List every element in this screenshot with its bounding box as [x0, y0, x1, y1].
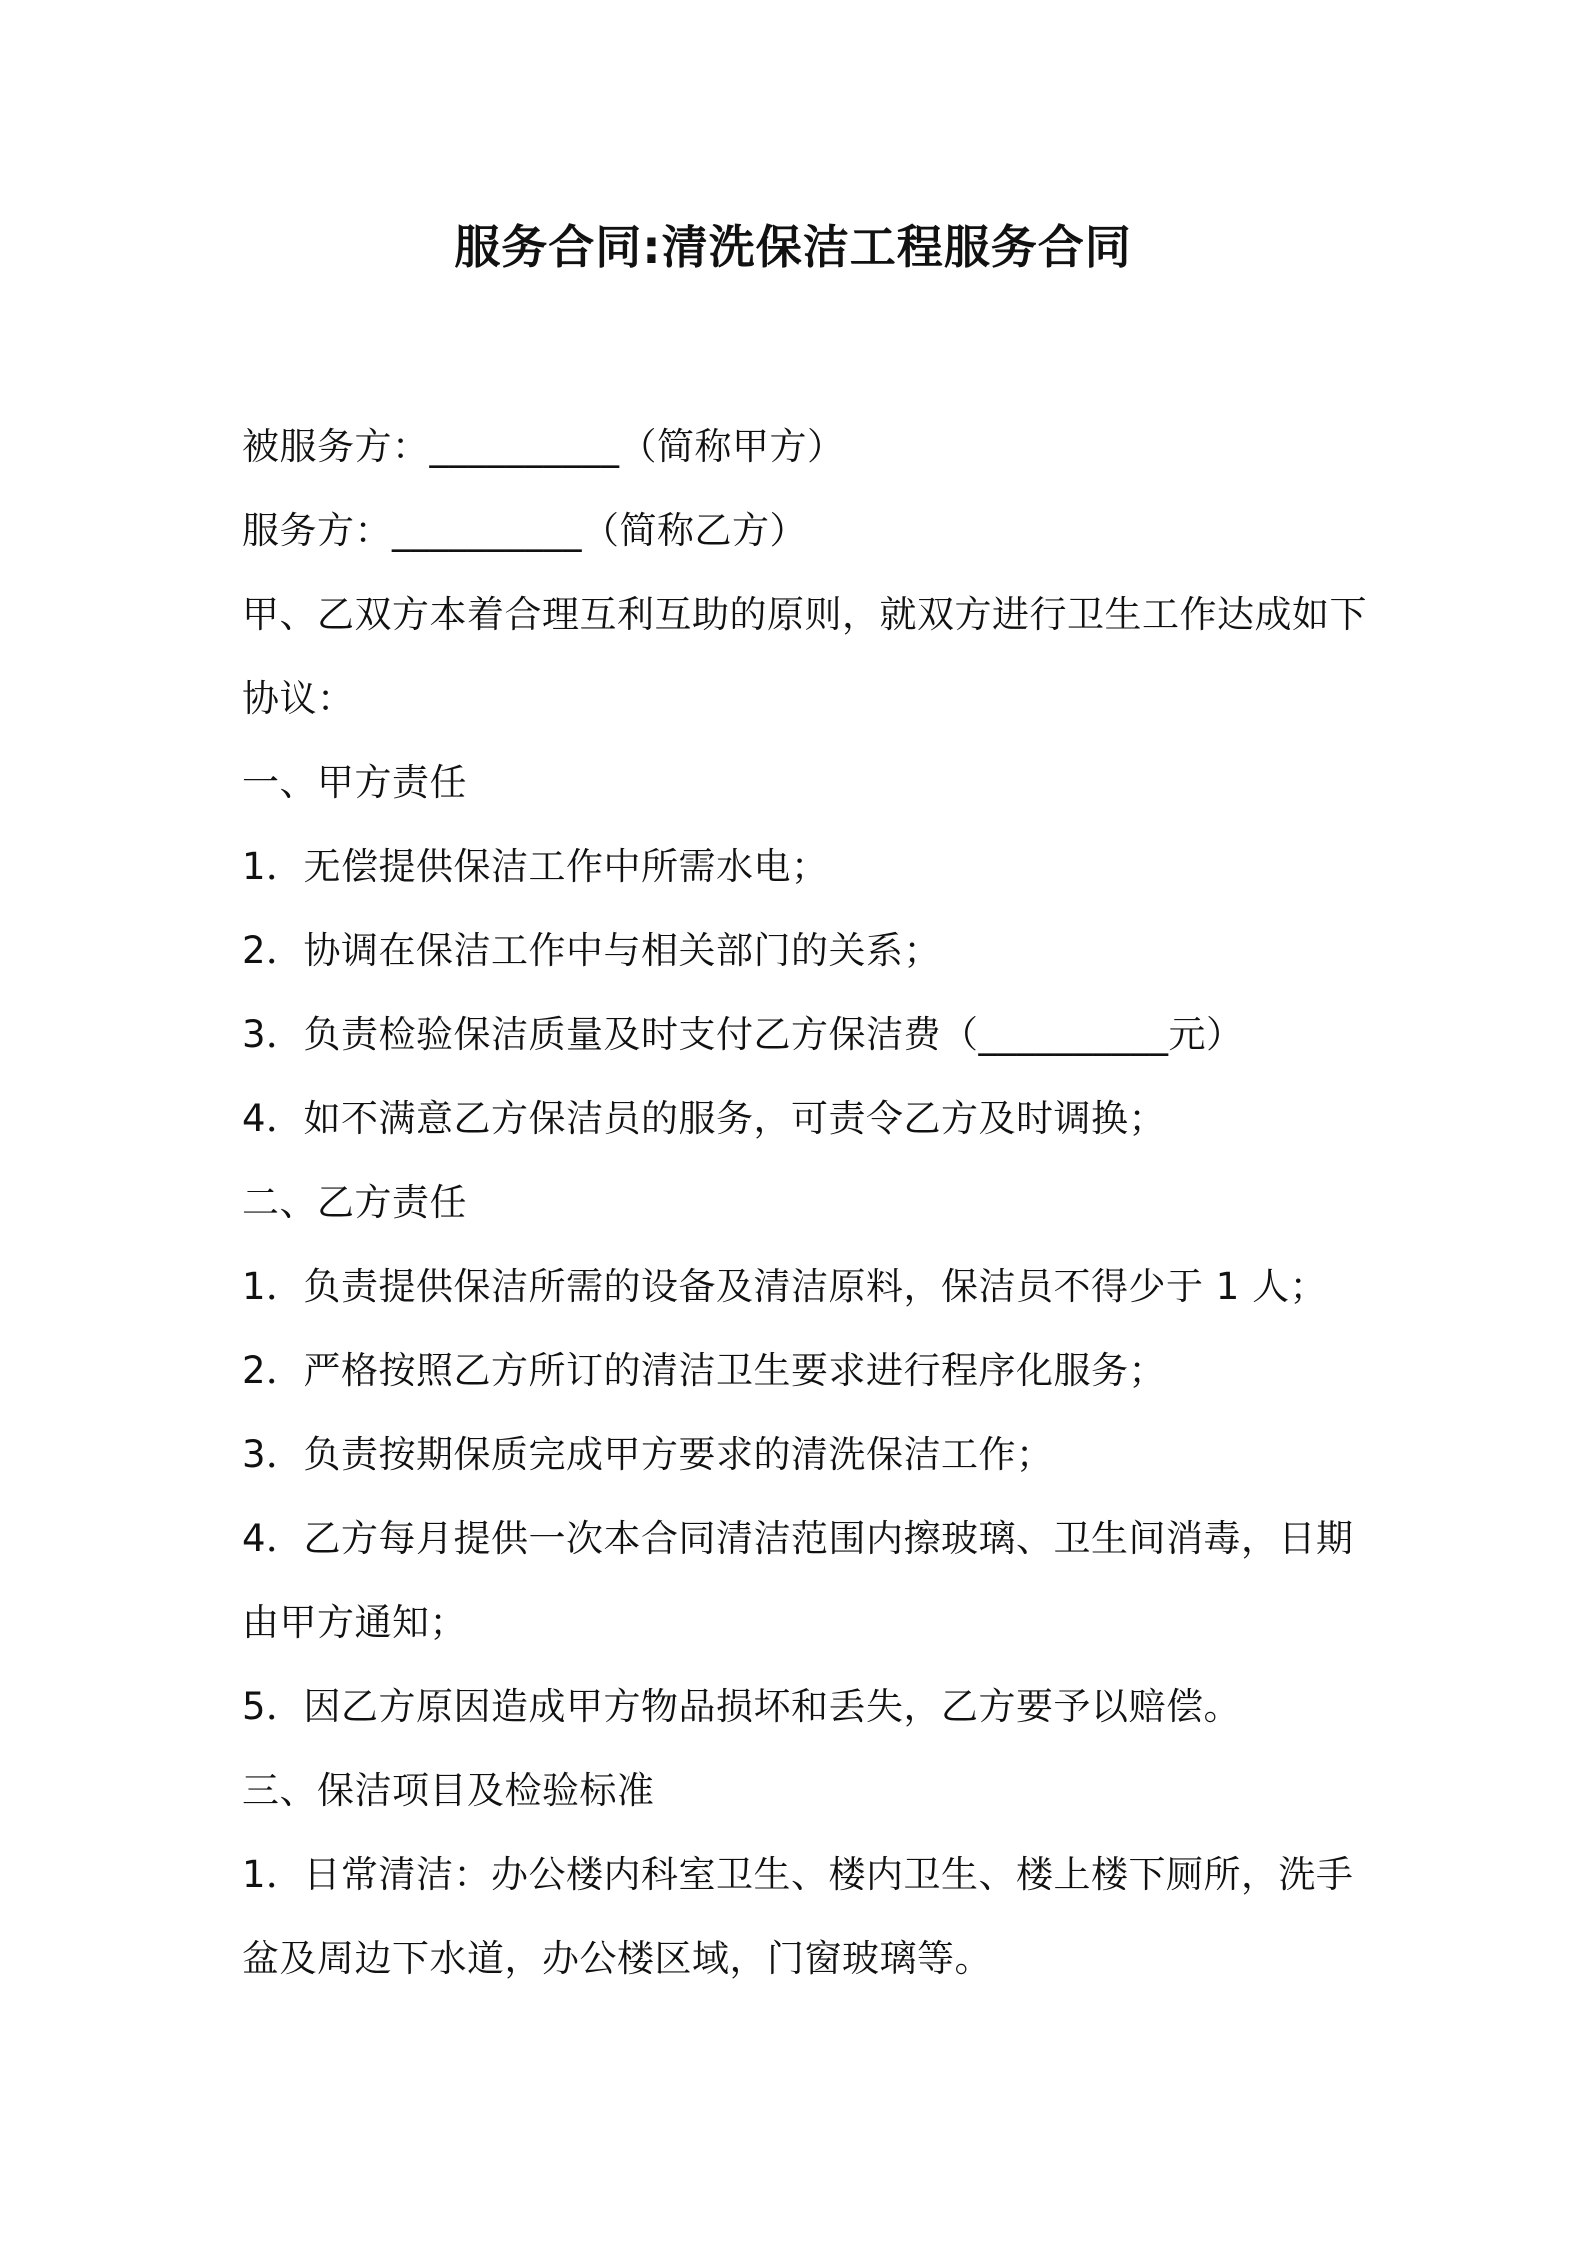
clause-line: 1．日常清洁：办公楼内科室卫生、楼内卫生、楼上楼下厕所，洗手	[242, 1853, 1354, 1896]
clause-line: 4．乙方每月提供一次本合同清洁范围内擦玻璃、卫生间消毒，日期	[242, 1517, 1354, 1560]
preamble-line: 甲、乙双方本着合理互利互助的原则，就双方进行卫生工作达成如下	[242, 593, 1367, 636]
clause-line: 2．协调在保洁工作中与相关部门的关系；	[242, 929, 942, 972]
clause-line: 1．负责提供保洁所需的设备及清洁原料，保洁员不得少于 1 人；	[242, 1265, 1328, 1308]
clause-line: 3．负责检验保洁质量及时支付乙方保洁费（__________元）	[242, 1013, 1244, 1056]
clause-line: 5．因乙方原因造成甲方物品损坏和丢失，乙方要予以赔偿。	[242, 1685, 1242, 1728]
preamble-line: 协议：	[242, 677, 355, 720]
clause-line: 3．负责按期保质完成甲方要求的清洗保洁工作；	[242, 1433, 1054, 1476]
party-a-line: 被服务方：__________（简称甲方）	[242, 425, 845, 468]
clause-line: 盆及周边下水道，办公楼区域，门窗玻璃等。	[242, 1937, 992, 1980]
document-body	[242, 405, 1367, 2001]
section-heading: 三、保洁项目及检验标准	[242, 1769, 655, 1812]
clause-line: 2．严格按照乙方所订的清洁卫生要求进行程序化服务；	[242, 1349, 1167, 1392]
document-title: 服务合同:清洗保洁工程服务合同	[454, 220, 1132, 274]
clause-line: 1．无偿提供保洁工作中所需水电；	[242, 845, 829, 888]
party-b-line: 服务方：__________（简称乙方）	[242, 509, 807, 552]
section-heading: 二、乙方责任	[242, 1181, 467, 1224]
section-heading: 一、甲方责任	[242, 761, 467, 804]
clause-line: 由甲方通知；	[242, 1601, 467, 1644]
clause-line: 4．如不满意乙方保洁员的服务，可责令乙方及时调换；	[242, 1097, 1167, 1140]
